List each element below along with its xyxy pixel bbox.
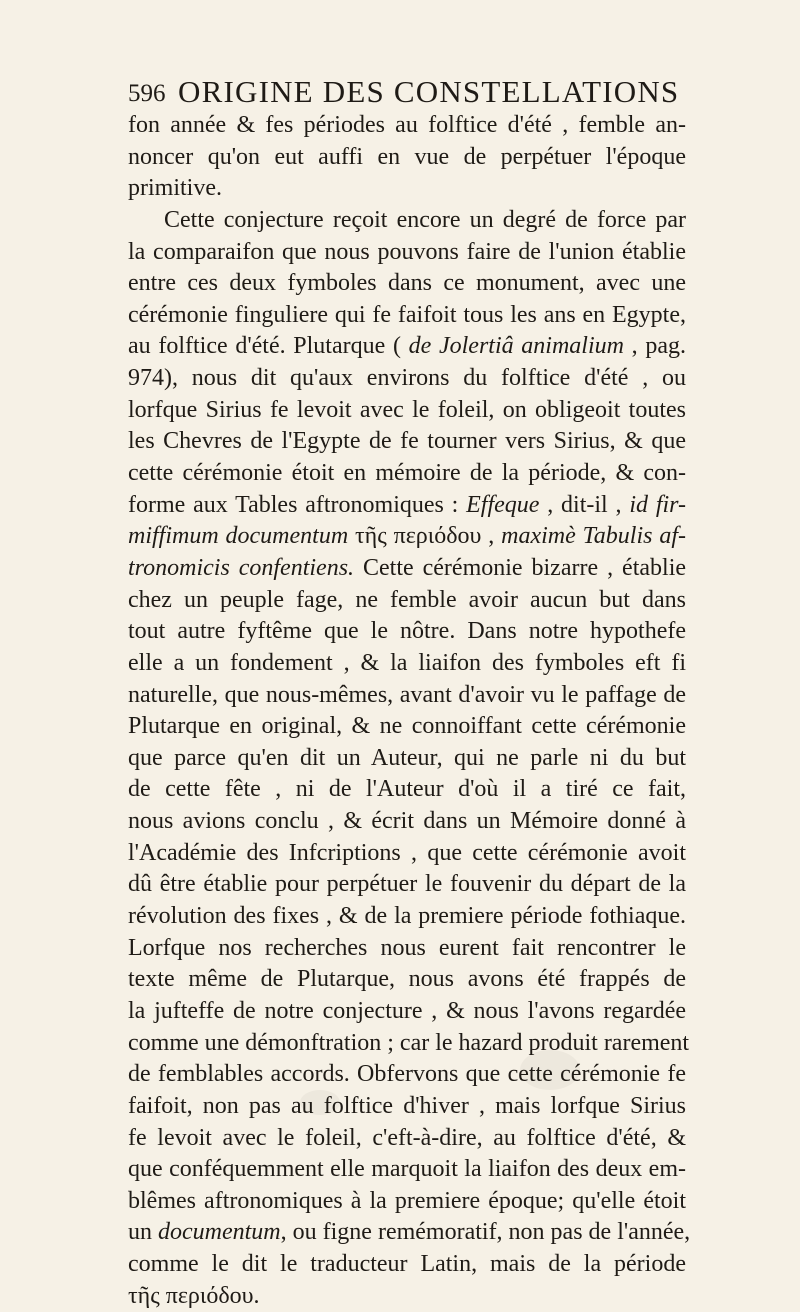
text-line <box>128 553 686 585</box>
text-segment: dû être établie pour perpétuer le fouvenir du départ de la <box>128 871 686 898</box>
body-text <box>128 110 691 1312</box>
text-segment: primitive. <box>128 175 222 202</box>
text-line <box>128 964 686 996</box>
text-line <box>128 1186 686 1218</box>
text-segment: cérémonie finguliere qui fe faifoit tous les ans en Egypte, <box>128 301 686 328</box>
text-line <box>128 869 686 901</box>
text-line <box>128 585 686 617</box>
text-line <box>128 1249 686 1281</box>
italic-text-segment: id fir- <box>629 491 687 518</box>
italic-text-segment: documentum <box>158 1219 281 1246</box>
italic-text-segment: maximè Tabulis af- <box>501 523 686 550</box>
text-line <box>128 395 686 427</box>
text-segment: chez un peuple fage, ne femble avoir aucun but dans <box>128 586 686 613</box>
text-line <box>128 300 686 332</box>
text-segment: Cette conjecture reçoit encore un degré de force par <box>164 206 686 233</box>
text-line <box>128 110 686 142</box>
text-segment: fe levoit avec le foleil, c'eft-à-dire, au folftice d'été, & <box>128 1124 686 1151</box>
text-segment: les Chevres de l'Egypte de fe tourner vers Sirius, & que <box>128 428 686 455</box>
text-line <box>128 490 686 522</box>
text-line <box>128 806 686 838</box>
text-segment: blêmes aftronomiques à la premiere époque; qu'elle étoit <box>128 1187 686 1214</box>
text-line <box>128 458 686 490</box>
text-segment: révolution des fixes , & de la premiere période fothiaque. <box>128 903 686 930</box>
text-segment: , pag. <box>623 333 687 360</box>
text-line <box>128 1123 686 1155</box>
text-segment: noncer qu'on eut auffi en vue de perpétuer l'époque <box>128 143 686 170</box>
text-segment: τῆς περιόδου , <box>348 523 502 550</box>
text-segment: lorfque Sirius fe levoit avec le foleil, on obligeoit toutes <box>128 396 686 423</box>
text-segment: nous avions conclu , & écrit dans un Mémoire donné à <box>128 808 686 835</box>
text-line <box>128 1154 686 1186</box>
text-line <box>128 1281 686 1312</box>
text-segment: Lorfque nos recherches nous eurent fait rencontrer le <box>128 934 686 961</box>
text-segment: fon année & fes périodes au folftice d'été , femble an- <box>128 112 686 138</box>
text-segment: faifoit, non pas au folftice d'hiver , mais lorfque Sirius <box>128 1092 686 1119</box>
text-segment: Cette cérémonie bizarre , établie <box>354 554 687 581</box>
text-line <box>128 173 686 205</box>
text-line <box>128 331 686 363</box>
text-segment: entre ces deux fymboles dans ce monument, avec une <box>128 270 686 297</box>
text-segment: de femblables accords. Obfervons que cette cérémonie fe <box>128 1061 686 1088</box>
text-segment: l'Académie des Infcriptions , que cette cérémonie avoit <box>128 839 686 866</box>
text-segment: , ou figne remémoratif, non pas de l'année, <box>280 1219 691 1246</box>
italic-text-segment: de Jolertiâ animalium <box>408 333 624 360</box>
text-line <box>128 711 686 743</box>
text-segment: la jufteffe de notre conjecture , & nous l'avons regardée <box>128 997 686 1024</box>
italic-text-segment: Effeque <box>466 491 540 518</box>
text-segment: 974), nous dit qu'aux environs du folftice d'été , ou <box>128 365 686 392</box>
text-line <box>128 1059 686 1091</box>
text-segment: forme aux Tables aftronomiques : <box>128 491 467 518</box>
text-segment: de cette fête , ni de l'Auteur d'où il a tiré ce fait, <box>128 776 686 803</box>
text-segment: cette cérémonie étoit en mémoire de la période, & con- <box>128 460 686 487</box>
page-header <box>128 74 688 114</box>
text-line <box>128 743 686 775</box>
text-segment: comme le dit le traducteur Latin, mais de la période <box>128 1251 686 1278</box>
text-line <box>128 237 686 269</box>
text-line <box>128 838 686 870</box>
text-segment: naturelle, que nous-mêmes, avant d'avoir vu le paffage de <box>128 681 686 708</box>
text-segment: que conféquemment elle marquoit la liaifon des deux em- <box>128 1156 686 1183</box>
text-segment: la comparaifon que nous pouvons faire de l'union établie <box>128 238 686 265</box>
text-line <box>128 648 686 680</box>
text-line <box>128 933 686 965</box>
text-segment: elle a un fondement , & la liaifon des fymboles eft fi <box>128 649 686 676</box>
text-line <box>128 616 686 648</box>
text-line <box>128 1028 690 1060</box>
page-number: 596 <box>128 80 166 107</box>
text-segment: Plutarque en original, & ne connoiffant cette cérémonie <box>128 713 686 740</box>
text-line <box>128 363 686 395</box>
text-segment: comme une démonftration ; car le hazard produit rarement <box>128 1029 690 1056</box>
text-line <box>128 1091 686 1123</box>
text-line <box>128 901 686 933</box>
text-segment: texte même de Plutarque, nous avons été frappés de <box>128 966 686 993</box>
text-segment: un <box>128 1219 158 1246</box>
text-segment: que parce qu'en dit un Auteur, qui ne parle ni du but <box>128 744 686 771</box>
italic-text-segment: tronomicis confentiens. <box>128 554 355 581</box>
text-line <box>128 996 686 1028</box>
text-segment: au folftice d'été. Plutarque ( <box>128 333 409 360</box>
italic-text-segment: miffimum documentum <box>128 523 349 550</box>
text-line <box>128 774 686 806</box>
running-title: ORIGINE DES CONSTELLATIONS <box>178 74 680 109</box>
text-line <box>128 1217 691 1249</box>
text-line <box>128 142 686 174</box>
text-segment: τῆς περιόδου. <box>128 1282 260 1309</box>
text-segment: , dit-il , <box>539 491 630 518</box>
text-line <box>128 521 686 553</box>
text-line <box>128 268 686 300</box>
text-segment: tout autre fyftême que le nôtre. Dans notre hypothefe <box>128 618 686 645</box>
text-line <box>128 426 686 458</box>
text-line <box>128 680 686 712</box>
text-line <box>128 205 686 237</box>
